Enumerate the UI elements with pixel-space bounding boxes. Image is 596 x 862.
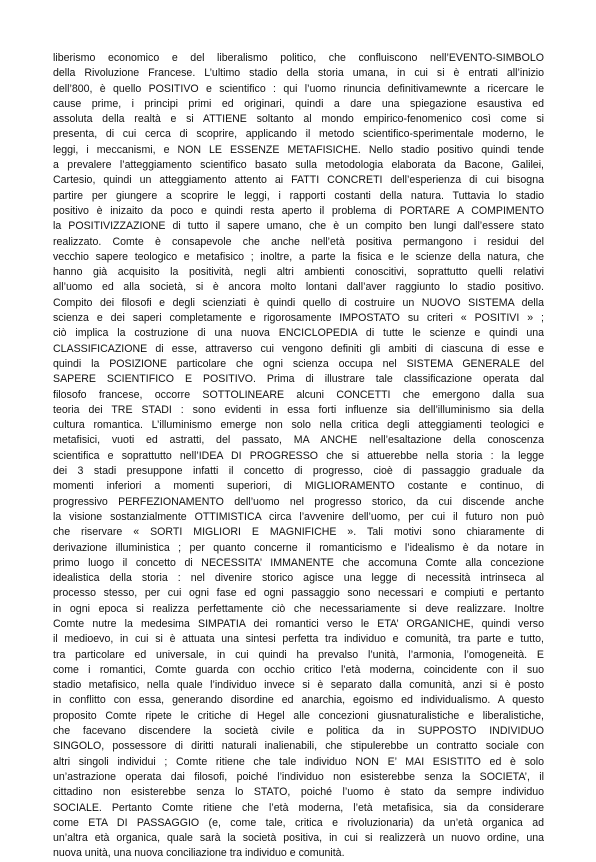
text-line: all’uomo ed alla società, si è ancora molto lontani dall’aver raggiunto lo stadio positivo.	[53, 281, 544, 294]
text-line: a prevalere l’atteggiamento scientifico basato sulla metodologia elaborata da Bacone, Galilei,	[53, 159, 544, 172]
text-line: dell’800, è quello POSITIVO e scientifico : qui l’uomo rinuncia definitivamewnte a ricercare le	[53, 82, 544, 95]
text-line: progressivo PERFEZIONAMENTO dell’uomo nel progresso storico, da cui discende anche	[53, 495, 544, 508]
text-line: quindi la POSIZIONE particolare che ogni scienza occupa nel SISTEMA GENERALE del	[53, 357, 544, 370]
text-line: metafisici, vuoti ed astratti, del passato, MA ANCHE nell’esaltazione della conoscenza	[53, 434, 544, 447]
text-line: come ETA DI PASSAGGIO (e, come tale, critica e rivoluzionaria) da un’età organica ad	[53, 816, 544, 829]
text-line: assoluta della realtà e si ATTIENE soltanto al mondo empirico-fenomenico così come si	[53, 113, 544, 126]
text-line: partire per giungere a scoprire le leggi, i rapporti costanti della natura. Tuttavia lo stadio	[53, 189, 544, 202]
text-line: realizzato. Comte è consapevole che anche nell’età positiva permangono i residui del	[53, 235, 544, 248]
text-line: scienza e dei saperi completamente e rigorosamente IMPOSTATO su criteri « POSITIVI » ;	[53, 312, 544, 325]
text-line: liberismo economico e del liberalismo politico, che confluiscono nell’EVENTO-SIMBOLO	[53, 52, 544, 64]
text-line: Compito dei filosofi e degli scienziati è quindi quello di costruire un NUOVO SISTEMA della	[53, 296, 544, 309]
text-line: SOCIALE. Pertanto Comte ritiene che l’età moderna, l’età metafisica, sia da considerare	[53, 801, 544, 814]
text-line: un’astrazione operata dai filosofi, poiché l’individuo non esisterebbe senza la SOCIETA’, il	[53, 770, 544, 783]
text-line: della Rivoluzione Francese. L’ultimo stadio della storia umana, in cui si è entrati all’inizio	[53, 67, 544, 80]
text-line: vecchio sapere teologico e metafisico ; inoltre, a parte la fisica e le scienze della natura, che	[53, 250, 544, 263]
text-line: dei 3 stadi presuppone infatti il concetto di progresso, cioè di passaggio graduale da	[53, 465, 544, 478]
text-line: in conflitto con essa, generando disordine ed anarchia, egoismo ed individualismo. A questo	[53, 694, 544, 707]
text-line: idealistica della storia : nel divenire storico agisce una legge di necessità intrinseca al	[53, 572, 544, 585]
text-line: che riservare « SORTI MIGLIORI E MAGNIFICHE ». Tali motivi sono chiaramente di	[53, 526, 544, 539]
text-line: positivo è inizaito da poco e quindi resta aperto il problema di PORTARE A COMPIMENTO	[53, 204, 544, 217]
document-page	[53, 51, 544, 862]
text-line: cause prime, i principi primi ed originari, quindi a dare una spiegazione esaustiva ed	[53, 97, 544, 110]
text-line: tra particolare ed universale, in cui quindi ha prevalso l’unità, l’armonia, l’omogeneità. E	[53, 648, 544, 661]
text-line: hanno già acquisito la positività, negli altri ambienti conoscitivi, soprattutto quelli relativi	[53, 266, 544, 279]
text-line: ciò implica la costruzione di una nuova ENCICLOPEDIA di tutte le scienze e quindi una	[53, 327, 544, 340]
text-line: che facevano discendere la società civile e politica da in SUPPOSTO INDIVIDUO	[53, 725, 544, 738]
text-line: presenta, di cui cerca di scoprire, applicando il metodo scientifico-sperimentale moderno, le	[53, 128, 544, 141]
text-line: cultura romantica. L’illuminismo emerge non solo nella critica degli atteggiamenti teologici e	[53, 419, 544, 432]
text-line: momenti inferiori a momenti superiori, di MIGLIORAMENTO costante e continuo, di	[53, 480, 544, 493]
text-line: primo luogo il concetto di NECESSITA’ IMMANENTE che accomuna Comte alla concezione	[53, 556, 544, 569]
text-line: SINGOLO, possessore di diritti naturali inalienabili, che stipulerebbe un contratto sociale con	[53, 740, 544, 753]
text-line: la POSITIVIZZAZIONE di tutto il sapere umano, che è un compito ben lungi dall’essere stato	[53, 220, 544, 233]
text-line: proposito Comte ripete le critiche di Hegel alle concezioni giusnaturalistiche e liberalistiche,	[53, 709, 544, 722]
text-line: nuova unità, una nuova conciliazione tra individuo e comunità.	[53, 847, 345, 860]
text-line: teoria dei TRE STADI : sono evidenti in essa forti influenze sia dell’illuminismo sia della	[53, 403, 544, 416]
text-line: SAPERE SCIENTIFICO E POSITIVO. Prima di illustrare tale classificazione operata dal	[53, 373, 544, 386]
text-line: scientifica e soprattutto nell’IDEA DI PROGRESSO che si attuerebbe nella storia : la legge	[53, 449, 544, 462]
text-line: Cartesio, quindi un atteggiamento attento ai FATTI CONCRETI dell’esperienza di cui bisogna	[53, 174, 544, 187]
text-line: altri singoli individui ; Comte ritiene che tale individuo NON E’ MAI ESISTITO ed è solo	[53, 755, 544, 768]
text-line: la visione sostanzialmente OTTIMISTICA circa l’avvenire dell’uomo, per cui il futuro non può	[53, 510, 544, 523]
text-line: cittadino non esisterebbe senza lo STATO, poiché l’uomo è stato da sempre individuo	[53, 786, 544, 799]
text-line: in ogni epoca si realizza perfettamente ciò che necessariamente si deve realizzare. Inoltre	[53, 602, 544, 615]
text-line: processo stesso, per cui ogni fase ed ogni passaggio sono necessari e compiuti e pertanto	[53, 587, 544, 600]
text-line: un’altra età organica, quale sarà la società positiva, in cui si realizzerà un nuovo ordine, una	[53, 832, 544, 845]
text-line: leggi, i meccanismi, e NON LE ESSENZE METAFISICHE. Nello stadio positivo quindi tende	[53, 143, 544, 156]
text-line: filosofo francese, occorre SOTTOLINEARE alcuni CONCETTI che emergono dalla sua	[53, 388, 544, 401]
text-line: come i romantici, Comte guarda con occhio critico l’età moderna, coincidente con il suo	[53, 663, 544, 676]
text-line: derivazione illuministica ; per quanto concerne il romanticismo e l’idealismo è da notare in	[53, 541, 544, 554]
text-line: CLASSIFICAZIONE di esse, attraverso cui vengono definiti gli ambiti di ciascuna di esse e	[53, 342, 544, 355]
text-line: Comte nutre la medesima SIMPATIA dei romantici verso le ETA’ ORGANICHE, quindi verso	[53, 617, 544, 630]
text-line: il medioevo, in cui si è attuata una sintesi perfetta tra individuo e comunità, tra parte e tutto,	[53, 633, 544, 646]
text-line: stadio metafisico, nella quale l’individuo invece si è separato dalla comunità, anzi si è posto	[53, 679, 544, 692]
